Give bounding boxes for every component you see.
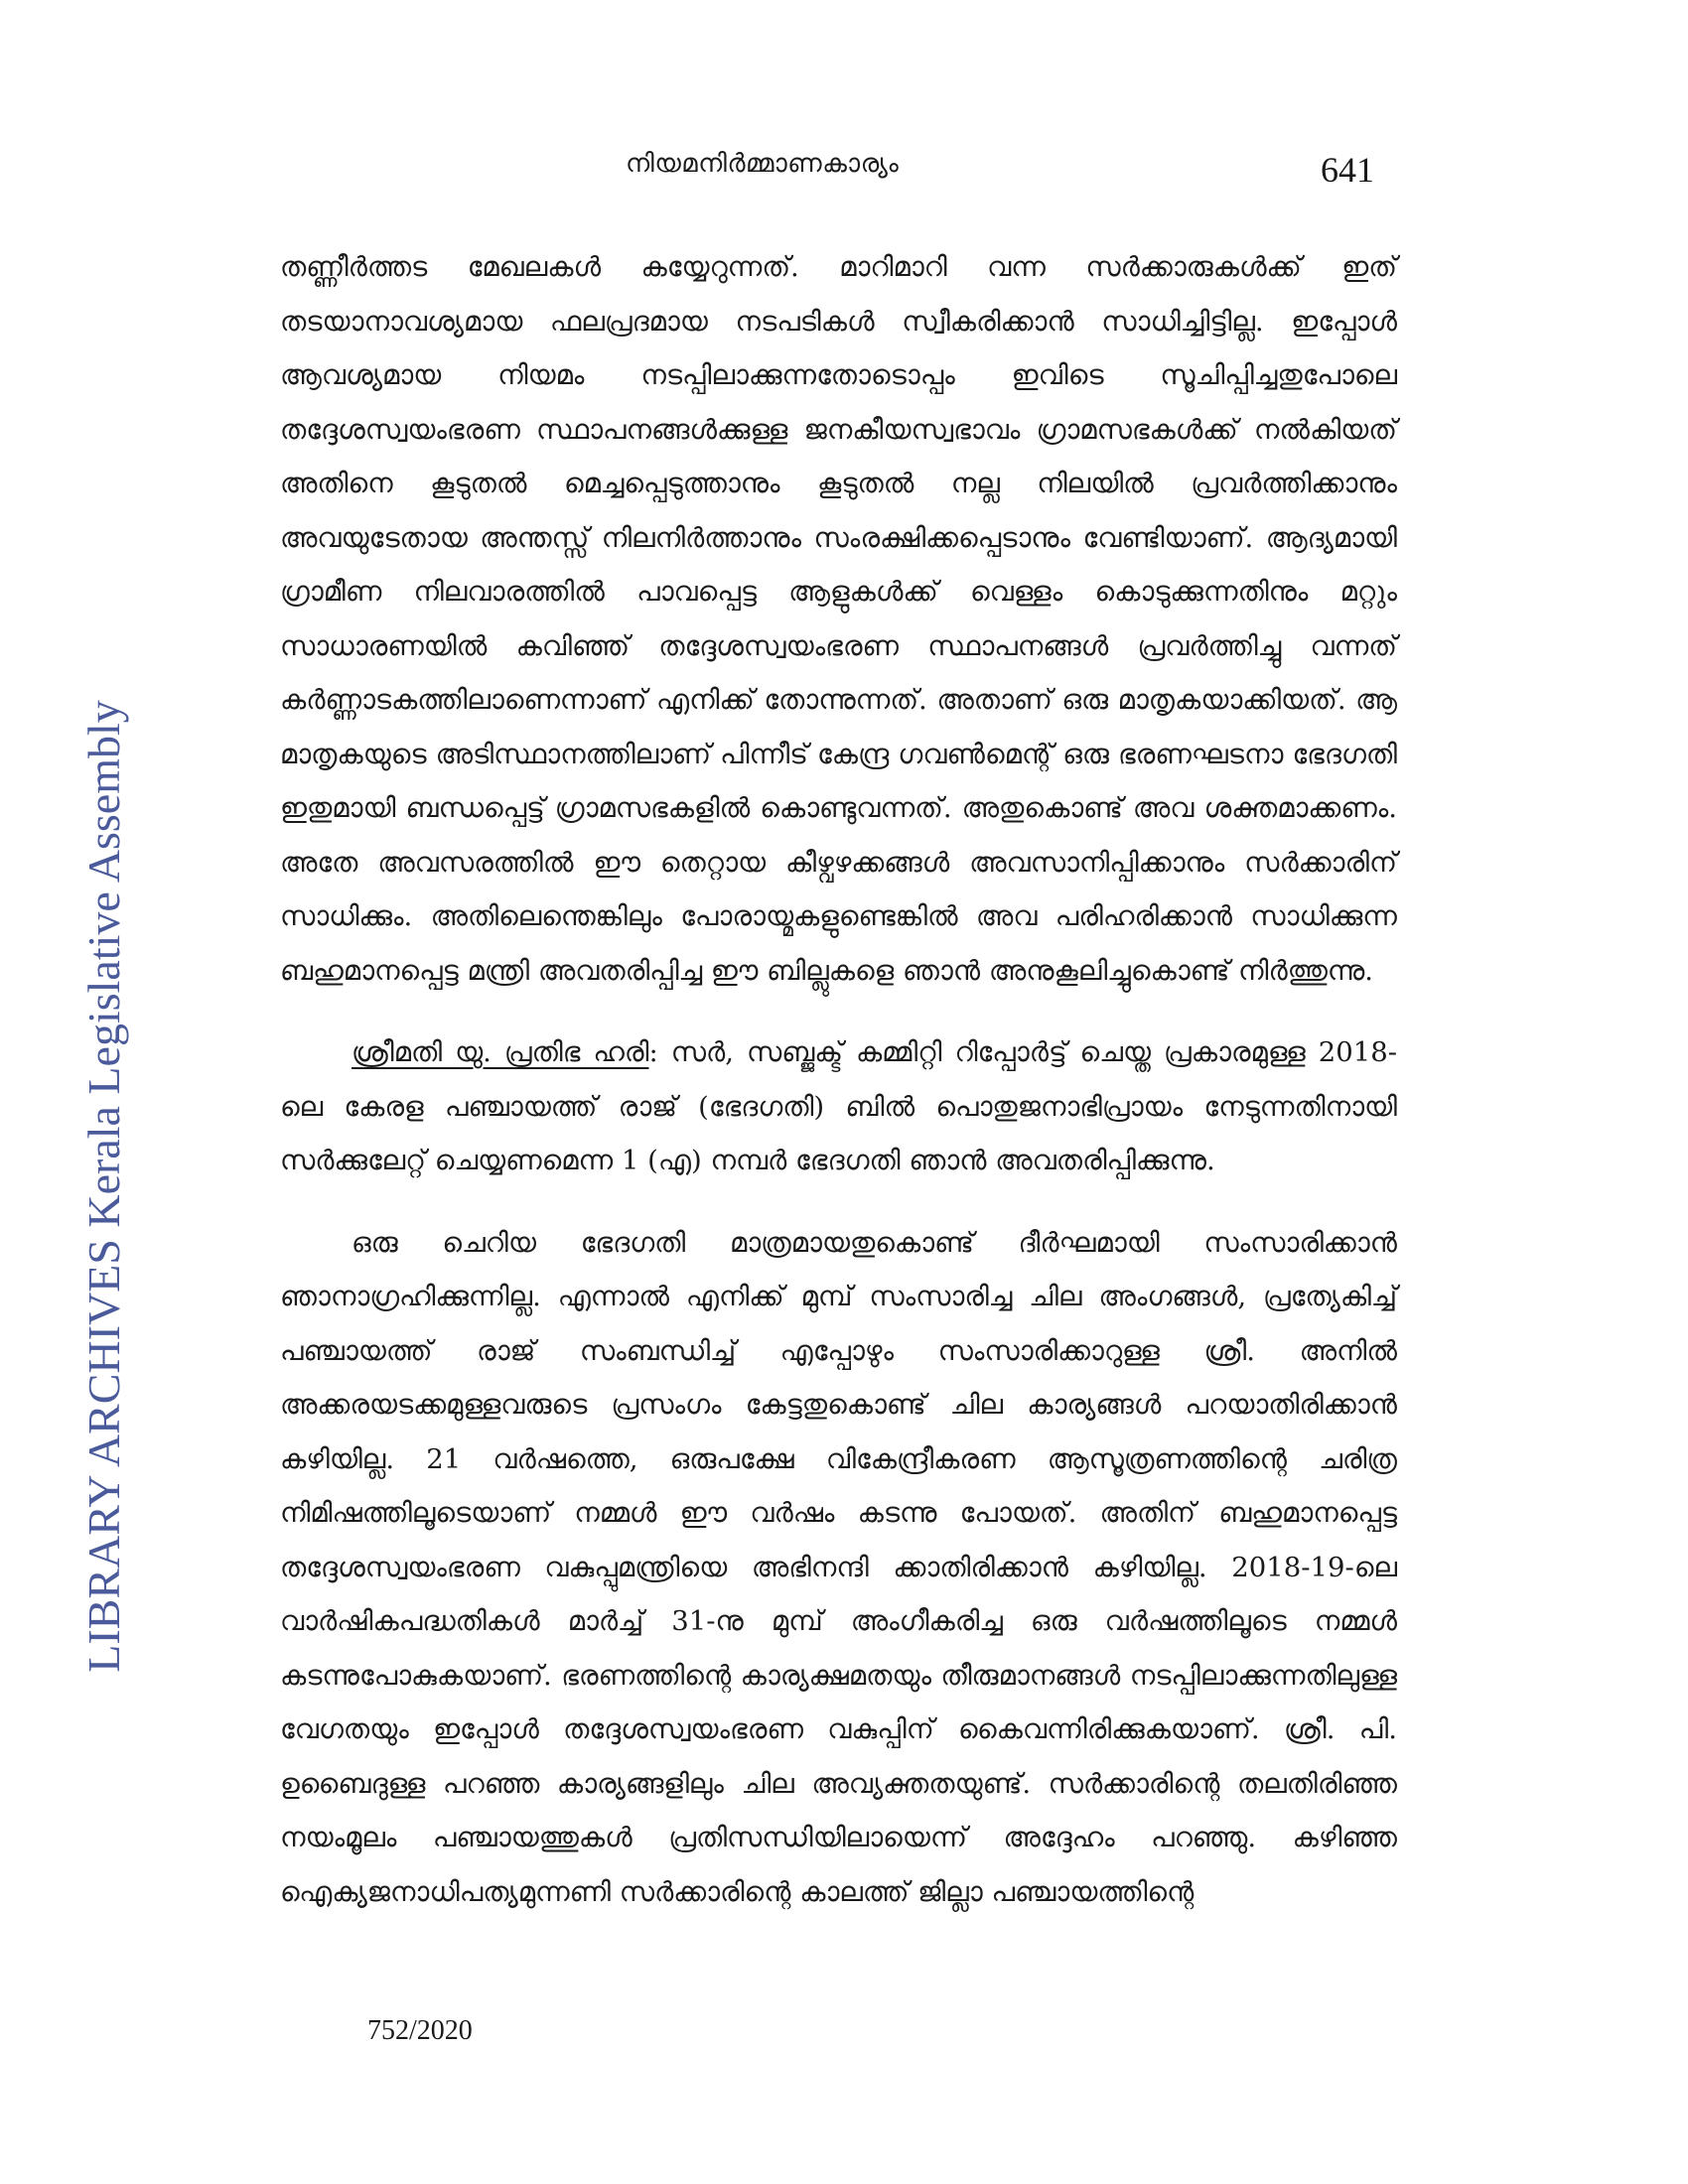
speaker-name: ശ്രീമതി യു. പ്രതിഭ ഹരി <box>352 1036 649 1068</box>
paragraph-2-text: : സർ, സബ്ജക്ട് കമ്മിറ്റി റിപ്പോർട്ട് ചെയ്ത പ്രകാരമുള്ള 2018-ലെ കേരള പഞ്ചായത്ത് രാജ് (ഭേദഗതി) ബിൽ പൊതുജനാഭിപ്രായം നേടുന്നതിനായി സർക്കുലേറ്റ് ചെയ്യണമെന്ന 1 (എ) നമ്പർ ഭേദഗതി ഞാൻ അവതരിപ്പിക്കുന്നു. <box>280 1036 1397 1176</box>
page-number: 641 <box>1321 150 1374 190</box>
paragraph-1: തണ്ണീർത്തട മേഖലകൾ കയ്യേറുന്നത്. മാറിമാറി വന്ന സർക്കാരുകൾക്ക് ഇത് തടയാനാവശ്യമായ ഫലപ്രദമായ നടപടികൾ സ്വീകരിക്കാൻ സാധിച്ചിട്ടില്ല. ഇപ്പോൾ ആവശ്യമായ നിയമം നടപ്പിലാക്കുന്നതോടൊപ്പം ഇവിടെ സൂചിപ്പിച്ചതുപോലെ തദ്ദേശസ്വയംഭരണ സ്ഥാപനങ്ങൾക്കുള്ള ജനകീയസ്വഭാവം ഗ്രാമസഭകൾക്ക് നൽകിയത് അതിനെ കൂടുതൽ മെച്ചപ്പെടുത്താനും കൂടുതൽ നല്ല നിലയിൽ പ്രവർത്തിക്കാനും അവയുടേതായ അന്തസ്സ് നിലനിർത്താനും സംരക്ഷിക്കപ്പെടാനും വേണ്ടിയാണ്. ആദ്യമായി ഗ്രാമീണ നിലവാരത്തിൽ പാവപ്പെട്ട ആളുകൾക്ക് വെള്ളം കൊടുക്കുന്നതിനും മറ്റും സാധാരണയിൽ കവിഞ്ഞ് തദ്ദേശസ്വയംഭരണ സ്ഥാപനങ്ങൾ പ്രവർത്തിച്ചു വന്നത് കർണ്ണാടകത്തിലാണെന്നാണ് എനിക്ക് തോന്നുന്നത്. അതാണ് ഒരു മാതൃകയാക്കിയത്. ആ മാതൃകയുടെ അടിസ്ഥാനത്തിലാണ് പിന്നീട് കേന്ദ്ര ഗവൺമെന്റ് ഒരു ഭരണഘടനാ ഭേദഗതി ഇതുമായി ബന്ധപ്പെട്ട് ഗ്രാമസഭകളിൽ കൊണ്ടുവന്നത്. അതുകൊണ്ട് അവ ശക്തമാക്കണം. അതേ അവസരത്തിൽ ഈ തെറ്റായ കീഴ്വഴക്കങ്ങൾ അവസാനിപ്പിക്കാനും സർക്കാരിന് സാധിക്കും. അതിലെന്തെങ്കിലും പോരായ്മകളുണ്ടെങ്കിൽ അവ പരിഹരിക്കാൻ സാധിക്കുന്ന ബഹുമാനപ്പെട്ട മന്ത്രി അവതരിപ്പിച്ച ഈ ബില്ലുകളെ ഞാൻ അനുകൂലിച്ചുകൊണ്ട് നിർത്തുന്നു. <box>280 251 1397 987</box>
document-code: 752/2020 <box>367 2015 473 2046</box>
speech-body <box>280 240 1397 1919</box>
paragraph-3: ഒരു ചെറിയ ഭേദഗതി മാത്രമായതുകൊണ്ട് ദീർഘമായി സംസാരിക്കാൻ ഞാനാഗ്രഹിക്കുന്നില്ല. എന്നാൽ എനിക്ക് മുമ്പ് സംസാരിച്ച ചില അംഗങ്ങൾ, പ്രത്യേകിച്ച് പഞ്ചായത്ത് രാജ് സംബന്ധിച്ച് എപ്പോഴും സംസാരിക്കാറുള്ള ശ്രീ. അനിൽ അക്കരയടക്കമുള്ളവരുടെ പ്രസംഗം കേട്ടതുകൊണ്ട് ചില കാര്യങ്ങൾ പറയാതിരിക്കാൻ കഴിയില്ല. 21 വർഷത്തെ, ഒരുപക്ഷേ വികേന്ദ്രീകരണ ആസൂത്രണത്തിന്റെ ചരിത്ര നിമിഷത്തിലൂടെയാണ് നമ്മൾ ഈ വർഷം കടന്നു പോയത്. അതിന് ബഹുമാനപ്പെട്ട തദ്ദേശസ്വയംഭരണ വകുപ്പുമന്ത്രിയെ അഭിനന്ദി ക്കാതിരിക്കാൻ കഴിയില്ല. 2018-19-ലെ വാർഷികപദ്ധതികൾ മാർച്ച് 31-നു മുമ്പ് അംഗീകരിച്ച ഒരു വർഷത്തിലൂടെ നമ്മൾ കടന്നുപോകുകയാണ്. ഭരണത്തിന്റെ കാര്യക്ഷമതയും തീരുമാനങ്ങൾ നടപ്പിലാക്കുന്നതിലുള്ള വേഗതയും ഇപ്പോൾ തദ്ദേശസ്വയംഭരണ വകുപ്പിന് കൈവന്നിരിക്കുകയാണ്. ശ്രീ. പി. ഉബൈദുള്ള പറഞ്ഞ കാര്യങ്ങളിലും ചില അവ്യക്തതയുണ്ട്. സർക്കാരിന്റെ തലതിരിഞ്ഞ നയംമൂലം പഞ്ചായത്തുകൾ പ്രതിസന്ധിയിലായെന്ന് അദ്ദേഹം പറഞ്ഞു. കഴിഞ്ഞ ഐക്യജനാധിപത്യമുന്നണി സർക്കാരിന്റെ കാലത്ത് ജില്ലാ പഞ്ചായത്തിന്റെ <box>280 1226 1397 1908</box>
library-archives-watermark: LIBRARY ARCHIVES Kerala Legislative Assembly <box>78 700 129 1673</box>
running-title: നിയമനിർമ്മാണകാര്യം <box>626 149 900 179</box>
paragraph-2 <box>280 1025 1397 1188</box>
